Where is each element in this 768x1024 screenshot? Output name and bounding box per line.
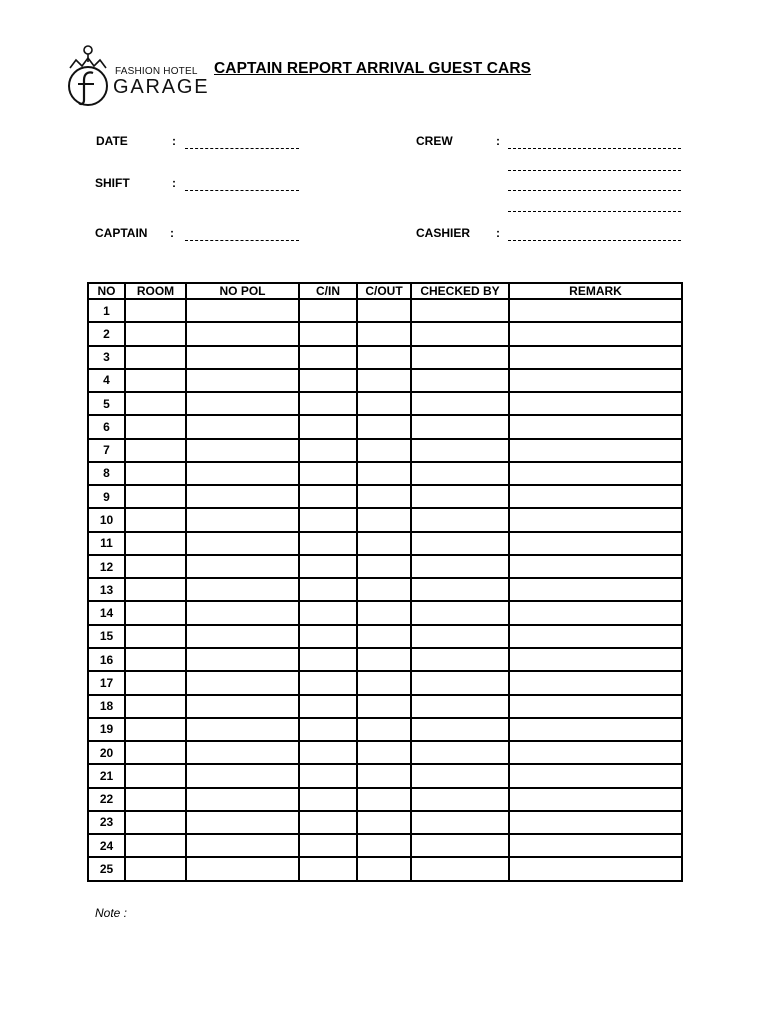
captain-label: CAPTAIN: [95, 226, 148, 240]
table-row: [88, 299, 682, 322]
table-cell[interactable]: [299, 741, 357, 764]
table-cell[interactable]: [299, 764, 357, 787]
table-row: [88, 857, 682, 881]
row-number: 12: [88, 555, 125, 578]
table-cell[interactable]: [357, 695, 411, 718]
table-row: [88, 392, 682, 415]
table-row: [88, 415, 682, 438]
table-cell[interactable]: [186, 439, 299, 462]
table-row: [88, 346, 682, 369]
column-header: C/IN: [299, 283, 357, 299]
table-row: [88, 578, 682, 601]
crew-field-4[interactable]: [508, 211, 681, 212]
table-cell[interactable]: [411, 439, 509, 462]
table-cell[interactable]: [357, 834, 411, 857]
table-cell[interactable]: [125, 625, 186, 648]
table-cell[interactable]: [125, 439, 186, 462]
table-cell[interactable]: [186, 532, 299, 555]
table-row: [88, 485, 682, 508]
table-cell[interactable]: [509, 508, 682, 531]
table-cell[interactable]: [509, 392, 682, 415]
table-row: [88, 601, 682, 624]
table-cell[interactable]: [357, 601, 411, 624]
table-cell[interactable]: [125, 857, 186, 881]
cashier-colon: :: [496, 226, 500, 240]
row-number: 13: [88, 578, 125, 601]
table-cell[interactable]: [509, 695, 682, 718]
row-number: 19: [88, 718, 125, 741]
table-cell[interactable]: [186, 625, 299, 648]
table-cell[interactable]: [357, 555, 411, 578]
table-cell[interactable]: [357, 392, 411, 415]
table-cell[interactable]: [411, 625, 509, 648]
table-cell[interactable]: [509, 788, 682, 811]
table-cell[interactable]: [509, 578, 682, 601]
row-number: 6: [88, 415, 125, 438]
crew-field-1[interactable]: [508, 148, 681, 149]
row-number: 7: [88, 439, 125, 462]
table-row: [88, 695, 682, 718]
note-label: Note :: [95, 906, 128, 920]
table-cell[interactable]: [125, 299, 186, 322]
table-cell[interactable]: [411, 718, 509, 741]
table-cell[interactable]: [299, 811, 357, 834]
table-cell[interactable]: [357, 415, 411, 438]
crew-colon: :: [496, 134, 500, 148]
table-cell[interactable]: [357, 439, 411, 462]
table-cell[interactable]: [509, 485, 682, 508]
table-cell[interactable]: [411, 764, 509, 787]
table-cell[interactable]: [411, 834, 509, 857]
row-number: 2: [88, 322, 125, 345]
table-row: [88, 532, 682, 555]
date-label: DATE: [96, 134, 128, 148]
table-cell[interactable]: [125, 392, 186, 415]
table-cell[interactable]: [186, 671, 299, 694]
table-cell[interactable]: [125, 415, 186, 438]
table-cell[interactable]: [509, 811, 682, 834]
row-number: 10: [88, 508, 125, 531]
shift-field[interactable]: [185, 190, 299, 191]
table-cell[interactable]: [299, 369, 357, 392]
table-cell[interactable]: [509, 346, 682, 369]
row-number: 22: [88, 788, 125, 811]
table-row: [88, 462, 682, 485]
column-header: ROOM: [125, 283, 186, 299]
logo-brand-top: FASHION HOTEL: [115, 66, 198, 77]
table-cell[interactable]: [125, 834, 186, 857]
table-cell[interactable]: [186, 508, 299, 531]
row-number: 23: [88, 811, 125, 834]
table-cell[interactable]: [299, 834, 357, 857]
table-cell[interactable]: [299, 346, 357, 369]
table-cell[interactable]: [186, 648, 299, 671]
row-number: 21: [88, 764, 125, 787]
table-cell[interactable]: [299, 788, 357, 811]
table-cell[interactable]: [186, 718, 299, 741]
row-number: 4: [88, 369, 125, 392]
table-cell[interactable]: [125, 648, 186, 671]
table-row: [88, 788, 682, 811]
row-number: 9: [88, 485, 125, 508]
table-cell[interactable]: [186, 485, 299, 508]
table-cell[interactable]: [509, 741, 682, 764]
crew-field-3[interactable]: [508, 190, 681, 191]
table-cell[interactable]: [186, 811, 299, 834]
table-cell[interactable]: [186, 741, 299, 764]
table-cell[interactable]: [357, 741, 411, 764]
table-cell[interactable]: [411, 648, 509, 671]
date-field[interactable]: [185, 148, 299, 149]
table-cell[interactable]: [357, 648, 411, 671]
table-row: [88, 718, 682, 741]
table-cell[interactable]: [125, 718, 186, 741]
arrival-report-table: [87, 282, 683, 882]
table-row: [88, 369, 682, 392]
table-cell[interactable]: [357, 532, 411, 555]
table-cell[interactable]: [357, 764, 411, 787]
row-number: 15: [88, 625, 125, 648]
column-header: CHECKED BY: [411, 283, 509, 299]
table-cell[interactable]: [186, 392, 299, 415]
table-cell[interactable]: [299, 601, 357, 624]
row-number: 20: [88, 741, 125, 764]
table-cell[interactable]: [509, 462, 682, 485]
table-cell[interactable]: [299, 857, 357, 881]
table-cell[interactable]: [509, 718, 682, 741]
table-cell[interactable]: [125, 741, 186, 764]
table-cell[interactable]: [509, 555, 682, 578]
table-cell[interactable]: [411, 369, 509, 392]
table-cell[interactable]: [357, 299, 411, 322]
table-cell[interactable]: [186, 857, 299, 881]
table-cell[interactable]: [357, 346, 411, 369]
cashier-field[interactable]: [508, 240, 681, 241]
row-number: 25: [88, 857, 125, 881]
table-cell[interactable]: [411, 415, 509, 438]
table-cell[interactable]: [357, 671, 411, 694]
table-row: [88, 764, 682, 787]
table-cell[interactable]: [186, 578, 299, 601]
column-header: NO POL: [186, 283, 299, 299]
table-cell[interactable]: [125, 671, 186, 694]
row-number: 16: [88, 648, 125, 671]
table-cell[interactable]: [509, 671, 682, 694]
table-cell[interactable]: [299, 322, 357, 345]
shift-colon: :: [172, 176, 176, 190]
table-cell[interactable]: [509, 415, 682, 438]
table-row: [88, 508, 682, 531]
table-cell[interactable]: [509, 648, 682, 671]
captain-field[interactable]: [185, 240, 299, 241]
table-cell[interactable]: [186, 346, 299, 369]
table-cell[interactable]: [299, 648, 357, 671]
table-cell[interactable]: [509, 834, 682, 857]
row-number: 24: [88, 834, 125, 857]
table-cell[interactable]: [186, 462, 299, 485]
table-cell[interactable]: [125, 811, 186, 834]
table-cell[interactable]: [509, 322, 682, 345]
table-cell[interactable]: [357, 578, 411, 601]
row-number: 18: [88, 695, 125, 718]
table-cell[interactable]: [125, 462, 186, 485]
table-cell[interactable]: [411, 322, 509, 345]
table-row: [88, 625, 682, 648]
table-row: [88, 555, 682, 578]
table-cell[interactable]: [509, 439, 682, 462]
table-row: [88, 811, 682, 834]
row-number: 3: [88, 346, 125, 369]
table-cell[interactable]: [357, 788, 411, 811]
table-cell[interactable]: [125, 578, 186, 601]
table-cell[interactable]: [411, 671, 509, 694]
table-cell[interactable]: [186, 369, 299, 392]
table-row: [88, 439, 682, 462]
table-cell[interactable]: [299, 415, 357, 438]
table-cell[interactable]: [125, 532, 186, 555]
table-cell[interactable]: [186, 764, 299, 787]
table-cell[interactable]: [125, 695, 186, 718]
table-cell[interactable]: [357, 857, 411, 881]
table-cell[interactable]: [411, 788, 509, 811]
table-cell[interactable]: [299, 718, 357, 741]
table-row: [88, 834, 682, 857]
table-cell[interactable]: [357, 485, 411, 508]
table-cell[interactable]: [299, 695, 357, 718]
table-cell[interactable]: [125, 601, 186, 624]
table-cell[interactable]: [357, 718, 411, 741]
table-cell[interactable]: [411, 741, 509, 764]
table-cell[interactable]: [186, 834, 299, 857]
table-cell[interactable]: [357, 369, 411, 392]
table-cell[interactable]: [411, 392, 509, 415]
row-number: 8: [88, 462, 125, 485]
table-cell[interactable]: [299, 671, 357, 694]
table-cell[interactable]: [186, 322, 299, 345]
table-cell[interactable]: [411, 462, 509, 485]
table-cell[interactable]: [509, 625, 682, 648]
table-cell[interactable]: [186, 415, 299, 438]
table-cell[interactable]: [299, 555, 357, 578]
date-colon: :: [172, 134, 176, 148]
table-cell[interactable]: [299, 625, 357, 648]
table-cell[interactable]: [125, 508, 186, 531]
table-cell[interactable]: [411, 695, 509, 718]
crew-field-2[interactable]: [508, 170, 681, 171]
table-cell[interactable]: [411, 555, 509, 578]
table-cell[interactable]: [509, 857, 682, 881]
table-cell[interactable]: [411, 485, 509, 508]
table-cell[interactable]: [125, 788, 186, 811]
table-cell[interactable]: [299, 462, 357, 485]
cashier-label: CASHIER: [416, 226, 471, 240]
table-cell[interactable]: [299, 392, 357, 415]
table-cell[interactable]: [125, 764, 186, 787]
table-cell[interactable]: [411, 578, 509, 601]
table-cell[interactable]: [411, 532, 509, 555]
table-cell[interactable]: [509, 299, 682, 322]
table-cell[interactable]: [509, 369, 682, 392]
table-row: [88, 671, 682, 694]
row-number: 5: [88, 392, 125, 415]
table-cell[interactable]: [125, 555, 186, 578]
row-number: 17: [88, 671, 125, 694]
table-cell[interactable]: [509, 532, 682, 555]
table-cell[interactable]: [357, 322, 411, 345]
page-title: CAPTAIN REPORT ARRIVAL GUEST CARS: [214, 60, 532, 77]
table-cell[interactable]: [125, 369, 186, 392]
column-header: C/OUT: [357, 283, 411, 299]
row-number: 1: [88, 299, 125, 322]
captain-colon: :: [170, 226, 174, 240]
table-cell[interactable]: [125, 322, 186, 345]
table-cell[interactable]: [186, 555, 299, 578]
table-cell[interactable]: [186, 601, 299, 624]
table-cell[interactable]: [186, 788, 299, 811]
column-header: REMARK: [509, 283, 682, 299]
table-cell[interactable]: [299, 299, 357, 322]
column-header: NO: [88, 283, 125, 299]
logo-brand-main: GARAGE: [113, 76, 210, 98]
table-row: [88, 648, 682, 671]
row-number: 14: [88, 601, 125, 624]
table-cell[interactable]: [125, 485, 186, 508]
table-cell[interactable]: [411, 299, 509, 322]
shift-label: SHIFT: [95, 176, 130, 190]
table-row: [88, 322, 682, 345]
table-cell[interactable]: [357, 508, 411, 531]
table-cell[interactable]: [186, 695, 299, 718]
table-cell[interactable]: [125, 346, 186, 369]
table-cell[interactable]: [411, 601, 509, 624]
table-cell[interactable]: [411, 346, 509, 369]
table-cell[interactable]: [411, 811, 509, 834]
table-cell[interactable]: [299, 485, 357, 508]
table-cell[interactable]: [299, 508, 357, 531]
table-header-row: [88, 283, 682, 299]
table-cell[interactable]: [411, 508, 509, 531]
table-cell[interactable]: [186, 299, 299, 322]
row-number: 11: [88, 532, 125, 555]
table-cell[interactable]: [357, 625, 411, 648]
table-cell[interactable]: [299, 532, 357, 555]
table-cell[interactable]: [299, 439, 357, 462]
table-row: [88, 741, 682, 764]
crew-label: CREW: [416, 134, 453, 148]
table-cell[interactable]: [357, 462, 411, 485]
table-cell[interactable]: [357, 811, 411, 834]
table-cell[interactable]: [411, 857, 509, 881]
table-cell[interactable]: [509, 601, 682, 624]
table-cell[interactable]: [509, 764, 682, 787]
table-cell[interactable]: [299, 578, 357, 601]
